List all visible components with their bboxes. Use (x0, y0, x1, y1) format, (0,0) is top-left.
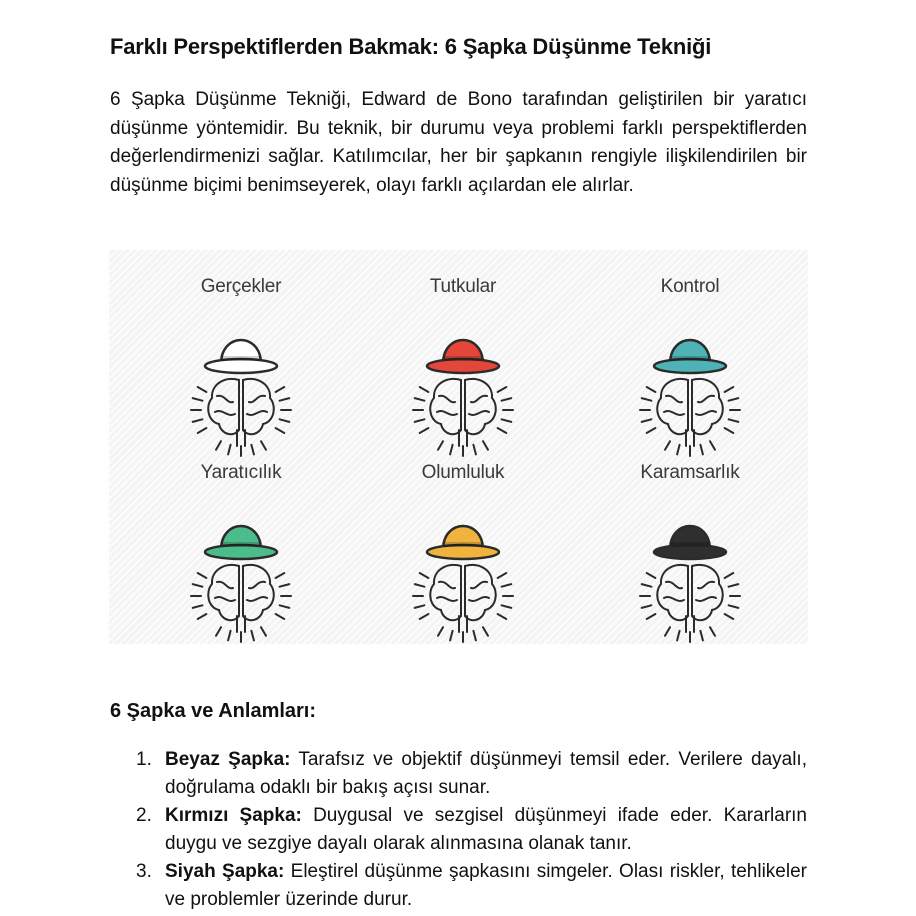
list-term: Kırmızı Şapka: (165, 805, 302, 826)
hat-label: Tutkular (429, 276, 497, 297)
teal-hat-brain-icon (630, 314, 750, 464)
list-item (110, 746, 807, 802)
intro-paragraph: 6 Şapka Düşünme Tekniği, Edward de Bono tarafından geliştirilen bir yaratıcı düşünme yöntemidir. Bu teknik, bir durumu veya problemi farklı perspektiflerden değerlendirmenizi sağlar. Katılımcılar, her bir şapkanın rengiyle ilişkilendirilen bir düşünme biçimi benimseyerek, olayı farklı açılardan ele alırlar. (110, 89, 807, 196)
hat-item-tutkular (363, 276, 563, 466)
list-number: 2. (136, 805, 152, 826)
hat-item-olumluluk (363, 462, 563, 652)
hat-label: Yaratıcılık (200, 462, 282, 483)
hat-item-kontrol (590, 276, 790, 466)
list-number: 3. (136, 861, 152, 882)
list-text: Tarafsız ve objektif düşünmeyi temsil eder. Verilere dayalı, doğrulama odaklı bir bakış açısı sunar. (165, 749, 807, 798)
red-hat-brain-icon (403, 314, 523, 464)
hat-label: Karamsarlık (640, 462, 740, 483)
black-hat-brain-icon (630, 500, 750, 650)
list-term: Beyaz Şapka: (165, 749, 291, 770)
page-title: Farklı Perspektiflerden Bakmak: 6 Şapka Düşünme Tekniği (110, 34, 712, 59)
hat-meanings-list (110, 746, 807, 914)
six-hats-figure (109, 250, 808, 644)
list-item (110, 802, 807, 858)
list-term: Siyah Şapka: (165, 861, 285, 882)
list-text: Eleştirel düşünme şapkasını simgeler. Olası riskler, tehlikeler ve problemler üzerinde durur. (165, 861, 807, 910)
section-title: 6 Şapka ve Anlamları: (110, 700, 317, 722)
list-number: 1. (136, 749, 152, 770)
hat-label: Gerçekler (200, 276, 282, 297)
yellow-hat-brain-icon (403, 500, 523, 650)
white-hat-brain-icon (181, 314, 301, 464)
list-text: Duygusal ve sezgisel düşünmeyi ifade eder. Kararların duygu ve sezgiye dayalı olarak alınmasına olanak tanır. (165, 805, 807, 854)
hat-label: Olumluluk (421, 462, 505, 483)
hat-item-yaraticilik (141, 462, 341, 652)
hat-item-gercekler (141, 276, 341, 466)
green-hat-brain-icon (181, 500, 301, 650)
hat-label: Kontrol (660, 276, 720, 297)
list-item (110, 858, 807, 914)
hat-item-karamsarlik (590, 462, 790, 652)
